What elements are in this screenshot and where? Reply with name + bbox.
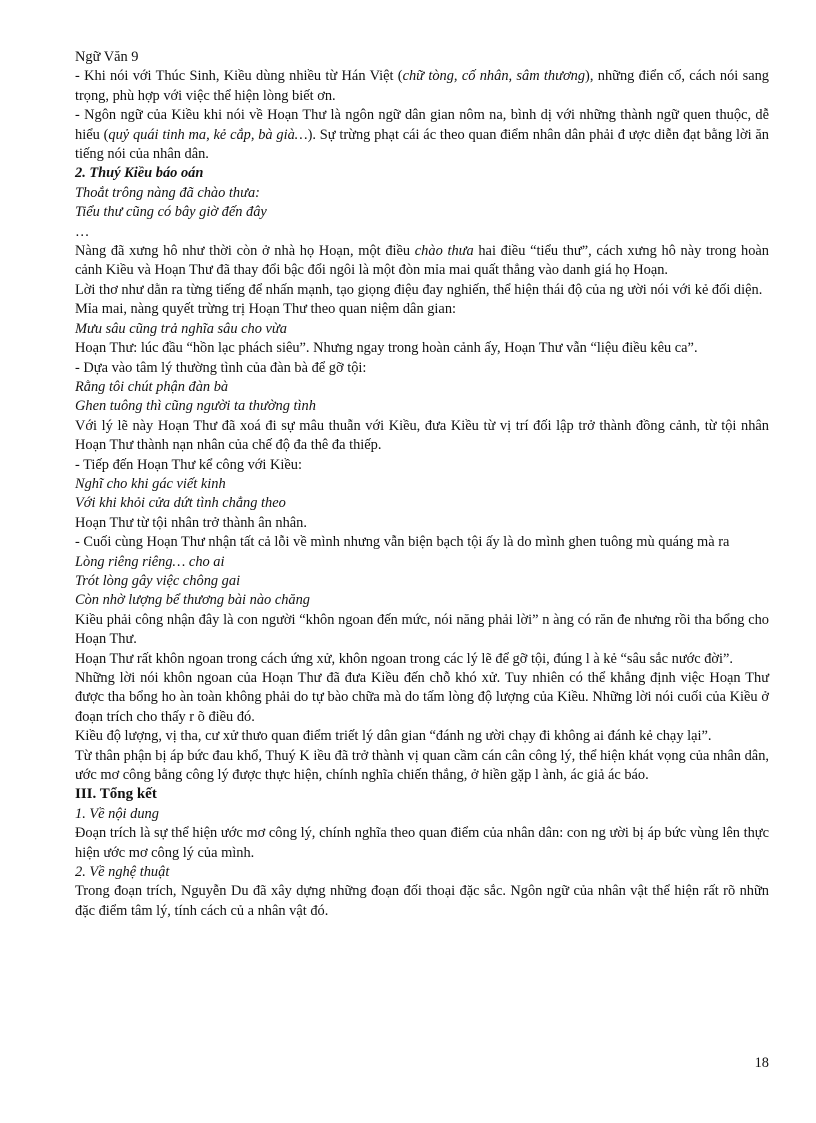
text-segment: Nghĩ cho khi gác viết kinh (75, 475, 226, 492)
text-segment: - Khi nói với Thúc Sinh, Kiều dùng nhiều từ Hán Việt ( (75, 68, 403, 85)
document-body (75, 48, 769, 921)
text-segment: Nàng đã xưng hô như thời còn ở nhà họ Hoạn, một điều (75, 243, 415, 260)
text-segment: Trót lòng gây việc chông gai (75, 572, 241, 589)
paragraph (75, 359, 769, 378)
verse-line (75, 475, 769, 494)
text-segment: Thoắt trông nàng đã chào thưa: (75, 184, 260, 201)
text-segment: Từ thân phận bị áp bức đau khổ, Thuý K iều đã trở thành vị quan cầm cán cân công lý, thể hiện khát vọng của nhân dân, ước mơ công bằng công lý được thực hiện, chính nghĩa chiến thắng, ở hiền gặp l ành, ác giả ác báo. (75, 747, 769, 784)
verse-line (75, 572, 769, 591)
italic-phrase: chào thưa (414, 243, 474, 260)
section-heading (75, 785, 769, 804)
text-segment: Hoạn Thư: lúc đầu “hồn lạc phách siêu”. Nhưng ngay trong hoàn cảnh ấy, Hoạn Thư vẫn “liệu điều kêu ca”. (75, 340, 698, 357)
verse-line (75, 805, 769, 824)
paragraph (75, 727, 769, 746)
italic-phrase: quỷ quái tinh ma, kẻ cắp, bà già… (108, 126, 308, 143)
paragraph (75, 242, 769, 281)
paragraph (75, 223, 769, 242)
verse-line (75, 494, 769, 513)
text-segment: - Tiếp đến Hoạn Thư kể công với Kiều: (75, 456, 302, 473)
paragraph (75, 300, 769, 319)
text-segment: ). Sự trừng phạt cái ác theo quan điểm nhân dân phải đ ược diễn đạt bằng lời ăn tiếng nói của nhân dân. (75, 126, 769, 163)
text-segment: - Ngôn ngữ của Kiều khi nói về Hoạn Thư là ngôn ngữ dân gian nôm na, bình dị với những thành ngữ quen thuộc, dễ hiểu ( (75, 107, 769, 143)
page-number: 18 (754, 1055, 769, 1071)
text-segment: Kiều phải công nhận đây là con người “khôn ngoan đến mức, nói năng phải lời” n àng có răn đe nhưng rồi tha bổng cho Hoạn Thư. (75, 611, 769, 648)
verse-line (75, 863, 769, 882)
text-segment: Lời thơ như dằn ra từng tiếng để nhấn mạnh, tạo giọng điệu đay nghiến, thể hiện thái độ của ng ười nói với kẻ đối diện. (75, 281, 763, 298)
text-segment: Hoạn Thư từ tội nhân trở thành ân nhân. (75, 514, 307, 531)
text-segment: III. Tổng kết (75, 786, 157, 803)
section-heading (75, 164, 769, 183)
paragraph (75, 824, 769, 863)
italic-phrase: chữ tòng, cố nhân, sâm thương (402, 68, 586, 85)
paragraph (75, 281, 769, 300)
text-segment: Còn nhờ lượng bể thương bài nào chăng (75, 592, 311, 609)
paragraph (75, 669, 769, 727)
text-segment: - Cuối cùng Hoạn Thư nhận tất cả lỗi về mình nhưng vẫn biện bạch tội ấy là do mình ghen tuông mù quáng mà ra (75, 534, 730, 551)
paragraph (75, 456, 769, 475)
verse-line (75, 553, 769, 572)
paragraph (75, 611, 769, 650)
text-segment: Tiểu thư cũng có bây giờ đến đây (75, 204, 267, 221)
paragraph (75, 882, 769, 921)
text-segment: hai điều “tiểu thư”, cách xưng hô này trong hoàn cảnh Kiều và Hoạn Thư đã thay đổi bậc đổi ngôi là một đòn mỉa mai quất thẳng vào danh giá họ Hoạn. (75, 243, 770, 279)
verse-line (75, 397, 769, 416)
verse-line (75, 320, 769, 339)
text-segment: Với khi khỏi cửa dứt tình chẳng theo (75, 495, 286, 512)
paragraph (75, 417, 769, 456)
text-segment: Những lời nói khôn ngoan của Hoạn Thư đã đưa Kiều đến chỗ khó xử. Tuy nhiên có thể khẳng định việc Hoạn Thư được tha bổng ho àn toàn không phải do tự bào chữa mà do tấm lòng độ lượng của Kiều. Những lời nói cuối của Kiều ở đoạn trích cho thấy r õ điều đó. (75, 670, 769, 725)
text-segment: ), những điển cố, cách nói sang trọng, phù hợp với việc thể hiện lòng biết ơn. (75, 68, 769, 104)
text-segment: Đoạn trích là sự thể hiện ước mơ công lý, chính nghĩa theo quan điểm của nhân dân: con ng ười bị áp bức vùng lên thực hiện ước mơ công lý của mình. (75, 825, 769, 861)
text-segment: 2. Thuý Kiều báo oán (75, 165, 204, 182)
verse-line (75, 203, 769, 222)
text-segment: Ghen tuông thì cũng người ta thường tình (75, 398, 316, 415)
paragraph (75, 747, 769, 786)
paragraph (75, 106, 769, 164)
text-segment: Mỉa mai, nàng quyết trừng trị Hoạn Thư theo quan niệm dân gian: (75, 301, 457, 318)
document-header: Ngữ Văn 9 (75, 49, 139, 65)
paragraph (75, 650, 769, 669)
text-segment: Với lý lẽ này Hoạn Thư đã xoá đi sự mâu thuẫn với Kiều, đưa Kiều từ vị trí đối lập trở thành đồng cảnh, từ tội nhân Hoạn Thư thành nạn nhân của chế độ đa thê đa thiếp. (75, 417, 769, 454)
verse-line (75, 378, 769, 397)
text-segment: Kiều độ lượng, vị tha, cư xử thưo quan điểm triết lý dân gian “đánh ng ười chạy đi không ai đánh kẻ chạy lại”. (75, 728, 712, 745)
verse-line (75, 184, 769, 203)
text-segment: Hoạn Thư rất khôn ngoan trong cách ứng xử, khôn ngoan trong các lý lẽ để gỡ tội, đúng l à kẻ “sâu sắc nước đời”. (75, 650, 733, 667)
paragraph (75, 514, 769, 533)
text-segment: - Dựa vào tâm lý thường tình của đàn bà để gỡ tội: (75, 359, 367, 376)
text-segment: 2. Về nghệ thuật (75, 864, 170, 881)
text-segment: Mưu sâu cũng trả nghĩa sâu cho vừa (75, 320, 287, 337)
text-segment: 1. Về nội dung (75, 805, 159, 822)
paragraph (75, 67, 769, 106)
verse-line (75, 591, 769, 610)
paragraph (75, 533, 769, 552)
text-segment: Lòng riêng riêng… cho ai (75, 553, 225, 570)
paragraph (75, 339, 769, 358)
text-segment: Trong đoạn trích, Nguyễn Du đã xây dựng những đoạn đối thoại đặc sắc. Ngôn ngữ của nhân vật thể hiện rất rõ nhữn đặc điểm tâm lý, tính cách củ a nhân vật đó. (75, 883, 769, 919)
text-segment: Rằng tôi chút phận đàn bà (75, 378, 229, 395)
text-segment: … (75, 223, 90, 240)
